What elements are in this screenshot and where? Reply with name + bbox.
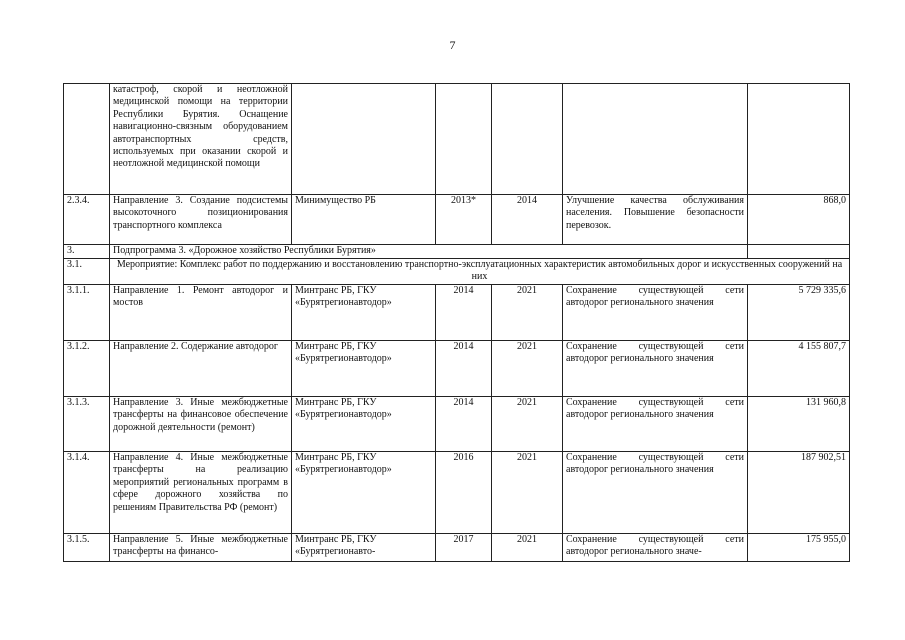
amount-cell [748, 84, 850, 195]
table-row [64, 195, 850, 245]
direction-cell: Направление 4. Иные межбюджетные трансферты на реализацию мероприятий региональных программ в сфере дорожного хозяйства по решениям Правительства РФ (ремонт) [110, 452, 292, 534]
row-number-cell: 2.3.4. [64, 195, 110, 245]
result-cell: Сохранение существующей сети автодорог регионального значения [563, 341, 748, 397]
row-number-cell: 3.1. [64, 259, 110, 285]
table-row [64, 259, 850, 285]
amount-cell [748, 245, 850, 259]
measure-title-cell: Мероприятие: Комплекс работ по поддержанию и восстановлению транспортно-эксплуатационных характеристик автомобильных дорог и искусственных сооружений на них [110, 259, 850, 285]
end-year-cell [492, 84, 563, 195]
direction-cell: Направление 3. Иные межбюджетные трансферты на финансовое обеспечение дорожной деятельности (ремонт) [110, 397, 292, 452]
direction-cell: Направление 1. Ремонт автодорог и мостов [110, 285, 292, 341]
executor-cell: Минтранс РБ, ГКУ «Бурятрегионавтодор» [292, 452, 436, 534]
table-row [64, 285, 850, 341]
start-year-cell: 2013* [436, 195, 492, 245]
result-cell: Сохранение существующей сети автодорог регионального значения [563, 285, 748, 341]
executor-cell: Минтранс РБ, ГКУ «Бурятрегионавтодор» [292, 397, 436, 452]
end-year-cell: 2014 [492, 195, 563, 245]
result-cell [563, 84, 748, 195]
end-year-cell: 2021 [492, 534, 563, 562]
start-year-cell [436, 84, 492, 195]
executor-cell: Минтранс РБ, ГКУ «Бурятрегионавтодор» [292, 341, 436, 397]
direction-cell: Направление 2. Содержание автодорог [110, 341, 292, 397]
start-year-cell: 2014 [436, 285, 492, 341]
result-cell: Сохранение существующей сети автодорог регионального значения [563, 452, 748, 534]
executor-cell: Минимущество РБ [292, 195, 436, 245]
table-row [64, 84, 850, 195]
amount-cell: 131 960,8 [748, 397, 850, 452]
row-number-cell: 3.1.1. [64, 285, 110, 341]
amount-cell: 4 155 807,7 [748, 341, 850, 397]
start-year-cell: 2014 [436, 397, 492, 452]
end-year-cell: 2021 [492, 285, 563, 341]
amount-cell: 5 729 335,6 [748, 285, 850, 341]
program-table [63, 83, 850, 562]
row-number-cell: 3. [64, 245, 110, 259]
row-number-cell: 3.1.3. [64, 397, 110, 452]
table-row [64, 397, 850, 452]
start-year-cell: 2017 [436, 534, 492, 562]
direction-cell: Направление 3. Создание подсистемы высокоточного позиционирования транспортного комплекса [110, 195, 292, 245]
table-row [64, 341, 850, 397]
row-number-cell: 3.1.5. [64, 534, 110, 562]
direction-cell: катастроф, скорой и неотложной медицинской помощи на территории Республики Бурятия. Оснащение навигационно-связным оборудованием автотранспортных средств, используемых при оказании скорой и неотложной медицинской помощи [110, 84, 292, 195]
direction-cell: Направление 5. Иные межбюджетные трансферты на финансо- [110, 534, 292, 562]
executor-cell: Минтранс РБ, ГКУ «Бурятрегионавто- [292, 534, 436, 562]
amount-cell: 868,0 [748, 195, 850, 245]
row-number-cell: 3.1.2. [64, 341, 110, 397]
row-number-cell: 3.1.4. [64, 452, 110, 534]
executor-cell: Минтранс РБ, ГКУ «Бурятрегионавтодор» [292, 285, 436, 341]
result-cell: Сохранение существующей сети автодорог регионального значения [563, 397, 748, 452]
amount-cell: 175 955,0 [748, 534, 850, 562]
table-row [64, 245, 850, 259]
page-number: 7 [449, 38, 456, 52]
end-year-cell: 2021 [492, 452, 563, 534]
executor-cell [292, 84, 436, 195]
amount-cell: 187 902,51 [748, 452, 850, 534]
row-number-cell [64, 84, 110, 195]
start-year-cell: 2014 [436, 341, 492, 397]
end-year-cell: 2021 [492, 341, 563, 397]
table-row [64, 452, 850, 534]
result-cell: Сохранение существующей сети автодорог регионального значе- [563, 534, 748, 562]
subprogram-title-cell: Подпрограмма 3. «Дорожное хозяйство Республики Бурятия» [110, 245, 748, 259]
result-cell: Улучшение качества обслуживания населения. Повышение безопасности перевозок. [563, 195, 748, 245]
table-row [64, 534, 850, 562]
end-year-cell: 2021 [492, 397, 563, 452]
start-year-cell: 2016 [436, 452, 492, 534]
